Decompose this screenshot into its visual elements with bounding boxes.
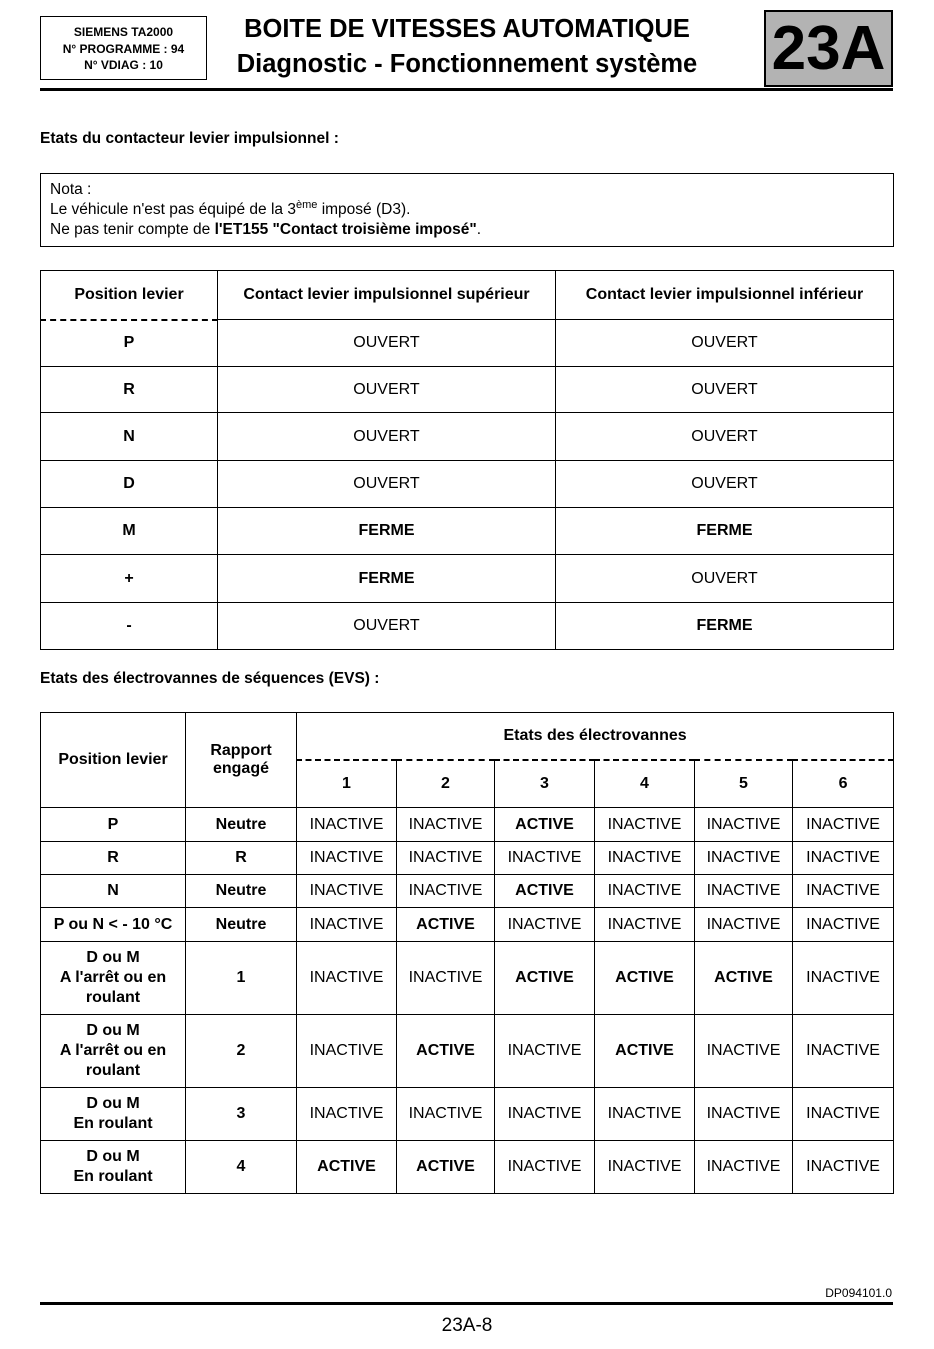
cell-valve-state: INACTIVE	[297, 1015, 397, 1088]
cell-position: D ou M En roulant	[41, 1141, 186, 1194]
header-info-box	[40, 16, 207, 80]
cell-valve-state: INACTIVE	[495, 1141, 595, 1194]
cell-valve-state: ACTIVE	[397, 908, 495, 942]
cell-contact-superieur: FERME	[218, 555, 556, 603]
table-row	[41, 842, 894, 875]
cell-valve-state: ACTIVE	[595, 942, 695, 1015]
table-row	[41, 367, 894, 413]
cell-valve-state: INACTIVE	[495, 842, 595, 875]
cell-position: P	[41, 320, 218, 367]
cell-valve-state: INACTIVE	[695, 808, 793, 842]
table-row	[41, 461, 894, 508]
contacteur-table	[40, 270, 894, 650]
cell-valve-state: INACTIVE	[397, 842, 495, 875]
table-row	[41, 908, 894, 942]
cell-valve-state: INACTIVE	[793, 1015, 894, 1088]
cell-valve-state: INACTIVE	[595, 842, 695, 875]
section-code-badge: 23A	[764, 10, 893, 87]
cell-valve-state: INACTIVE	[495, 1088, 595, 1141]
cell-valve-state: INACTIVE	[297, 1088, 397, 1141]
cell-valve-state: INACTIVE	[397, 1088, 495, 1141]
cell-position: P	[41, 808, 186, 842]
cell-contact-inferieur: FERME	[556, 603, 894, 650]
column-header-valve: 6	[793, 760, 894, 808]
header-info-line: N° VDIAG : 10	[84, 58, 163, 72]
cell-position: P ou N < - 10 °C	[41, 908, 186, 942]
table-row	[41, 1088, 894, 1141]
cell-valve-state: INACTIVE	[793, 808, 894, 842]
cell-contact-inferieur: OUVERT	[556, 320, 894, 367]
cell-valve-state: INACTIVE	[297, 808, 397, 842]
table-row	[41, 1141, 894, 1194]
column-header-valve: 5	[695, 760, 793, 808]
nota-label: Nota :	[50, 181, 92, 198]
cell-contact-inferieur: OUVERT	[556, 367, 894, 413]
table-row	[41, 320, 894, 367]
cell-valve-state: INACTIVE	[695, 1088, 793, 1141]
cell-valve-state: INACTIVE	[695, 908, 793, 942]
page-title-line1: BOITE DE VITESSES AUTOMATIQUE	[244, 15, 690, 43]
cell-position: N	[41, 875, 186, 908]
column-header-superieur: Contact levier impulsionnel supérieur	[218, 271, 556, 320]
cell-valve-state: INACTIVE	[595, 808, 695, 842]
header-info-line: SIEMENS TA2000	[73, 25, 174, 39]
cell-valve-state: INACTIVE	[595, 1088, 695, 1141]
cell-contact-superieur: OUVERT	[218, 367, 556, 413]
column-header-rapport: Rapport engagé	[186, 713, 297, 808]
footer-divider	[40, 1302, 893, 1305]
cell-valve-state: INACTIVE	[397, 808, 495, 842]
cell-position: D ou M En roulant	[41, 1088, 186, 1141]
cell-rapport: Neutre	[186, 875, 297, 908]
cell-position: M	[41, 508, 218, 555]
cell-position: D ou M A l'arrêt ou en roulant	[41, 1015, 186, 1088]
cell-rapport: 3	[186, 1088, 297, 1141]
cell-valve-state: ACTIVE	[495, 808, 595, 842]
cell-contact-superieur: OUVERT	[218, 320, 556, 367]
cell-valve-state: INACTIVE	[495, 908, 595, 942]
cell-valve-state: INACTIVE	[595, 875, 695, 908]
cell-valve-state: ACTIVE	[495, 875, 595, 908]
cell-rapport: 4	[186, 1141, 297, 1194]
cell-contact-inferieur: OUVERT	[556, 413, 894, 461]
cell-valve-state: INACTIVE	[297, 942, 397, 1015]
cell-valve-state: INACTIVE	[793, 842, 894, 875]
cell-valve-state: INACTIVE	[595, 1141, 695, 1194]
cell-rapport: Neutre	[186, 808, 297, 842]
cell-contact-superieur: OUVERT	[218, 461, 556, 508]
cell-valve-state: INACTIVE	[695, 1141, 793, 1194]
cell-position: R	[41, 842, 186, 875]
cell-position: R	[41, 367, 218, 413]
cell-contact-inferieur: OUVERT	[556, 461, 894, 508]
cell-valve-state: INACTIVE	[793, 1141, 894, 1194]
cell-rapport: 2	[186, 1015, 297, 1088]
cell-valve-state: INACTIVE	[297, 875, 397, 908]
table-header-row	[41, 271, 894, 320]
nota-box	[40, 173, 894, 247]
column-header-valve: 2	[397, 760, 495, 808]
nota-line-3: Ne pas tenir compte de l'ET155 "Contact troisième imposé".	[50, 221, 482, 238]
cell-valve-state: INACTIVE	[495, 1015, 595, 1088]
cell-valve-state: INACTIVE	[793, 875, 894, 908]
cell-valve-state: ACTIVE	[495, 942, 595, 1015]
cell-valve-state: INACTIVE	[695, 875, 793, 908]
electrovannes-table	[40, 712, 894, 1194]
header-divider	[40, 88, 893, 91]
cell-rapport: R	[186, 842, 297, 875]
cell-position: +	[41, 555, 218, 603]
cell-contact-inferieur: OUVERT	[556, 555, 894, 603]
column-header-valve: 1	[297, 760, 397, 808]
column-header-position: Position levier	[41, 271, 218, 320]
cell-valve-state: INACTIVE	[793, 942, 894, 1015]
cell-valve-state: INACTIVE	[397, 942, 495, 1015]
cell-valve-state: INACTIVE	[595, 908, 695, 942]
column-header-inferieur: Contact levier impulsionnel inférieur	[556, 271, 894, 320]
cell-valve-state: ACTIVE	[595, 1015, 695, 1088]
cell-valve-state: ACTIVE	[397, 1141, 495, 1194]
cell-position: D	[41, 461, 218, 508]
page-title	[212, 12, 722, 82]
cell-valve-state: ACTIVE	[695, 942, 793, 1015]
cell-valve-state: INACTIVE	[695, 842, 793, 875]
table-row	[41, 603, 894, 650]
page-title-line2: Diagnostic - Fonctionnement système	[236, 50, 698, 78]
section-title-contacteur: Etats du contacteur levier impulsionnel :	[40, 130, 339, 147]
table-row	[41, 555, 894, 603]
nota-line-2: Le véhicule n'est pas équipé de la 3ème imposé (D3).	[50, 198, 411, 218]
column-header-position: Position levier	[41, 713, 186, 808]
table-row	[41, 942, 894, 1015]
table-row	[41, 413, 894, 461]
table-row	[41, 875, 894, 908]
column-group-electrovannes: Etats des électrovannes	[297, 713, 894, 760]
cell-valve-state: ACTIVE	[397, 1015, 495, 1088]
document-reference: DP094101.0	[825, 1286, 892, 1300]
header-info-line: N° PROGRAMME : 94	[62, 41, 185, 56]
cell-valve-state: INACTIVE	[793, 908, 894, 942]
column-header-valve: 4	[595, 760, 695, 808]
cell-contact-superieur: FERME	[218, 508, 556, 555]
column-header-valve: 3	[495, 760, 595, 808]
cell-valve-state: INACTIVE	[397, 875, 495, 908]
section-title-evs: Etats des électrovannes de séquences (EVS) :	[40, 670, 380, 687]
cell-valve-state: INACTIVE	[297, 908, 397, 942]
cell-contact-superieur: OUVERT	[218, 603, 556, 650]
cell-valve-state: INACTIVE	[297, 842, 397, 875]
cell-contact-inferieur: FERME	[556, 508, 894, 555]
cell-valve-state: INACTIVE	[695, 1015, 793, 1088]
cell-position: N	[41, 413, 218, 461]
table-row	[41, 808, 894, 842]
cell-valve-state: ACTIVE	[297, 1141, 397, 1194]
cell-rapport: Neutre	[186, 908, 297, 942]
table-row	[41, 1015, 894, 1088]
page-number: 23A-8	[441, 1315, 493, 1336]
cell-valve-state: INACTIVE	[793, 1088, 894, 1141]
cell-position: -	[41, 603, 218, 650]
cell-position: D ou M A l'arrêt ou en roulant	[41, 942, 186, 1015]
cell-rapport: 1	[186, 942, 297, 1015]
table-row	[41, 508, 894, 555]
cell-contact-superieur: OUVERT	[218, 413, 556, 461]
table-header-row	[41, 713, 894, 760]
